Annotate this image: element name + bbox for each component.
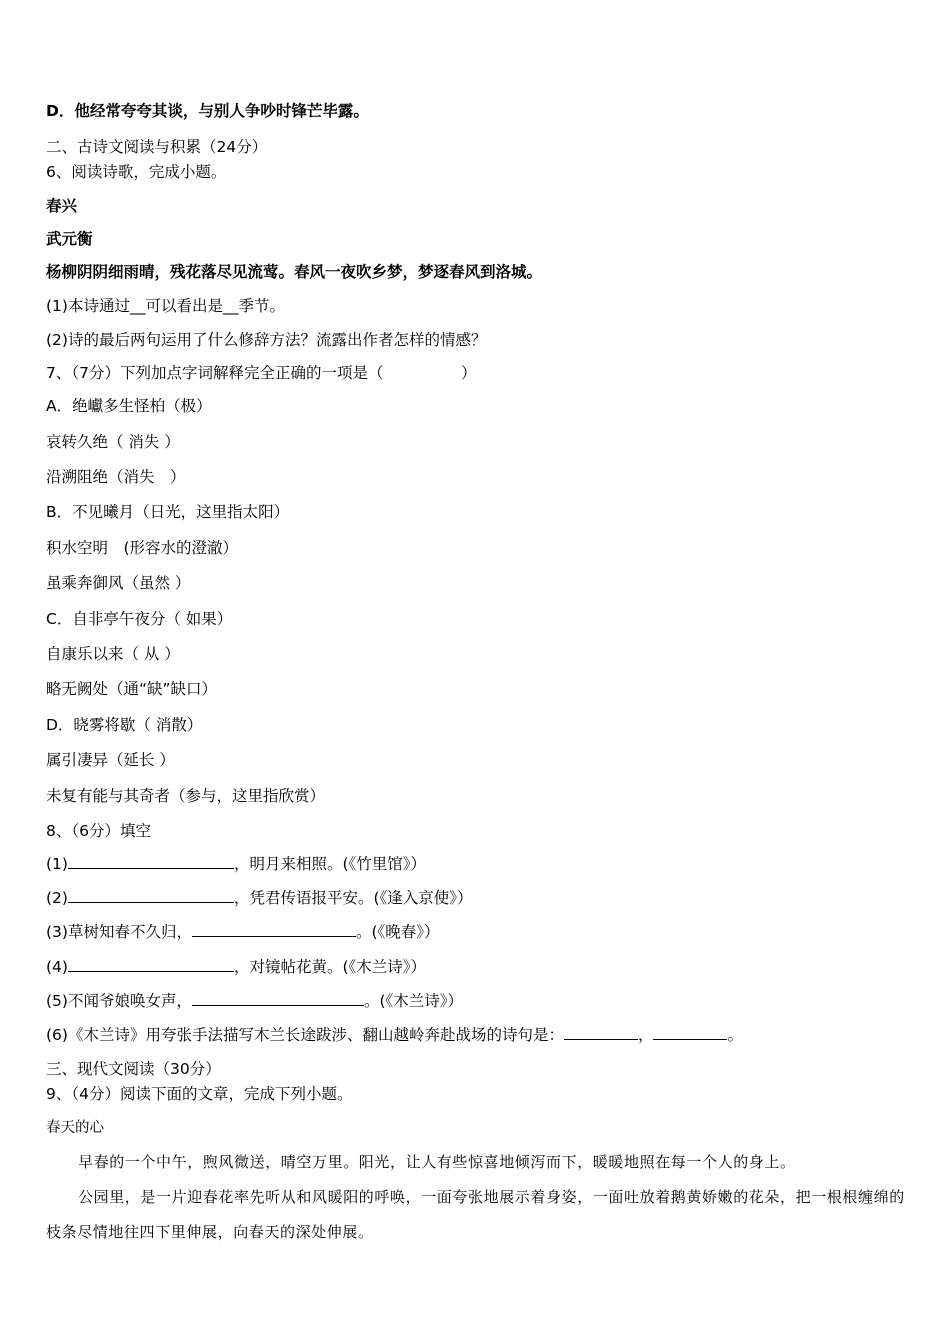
q8-6-blank-1[interactable] bbox=[564, 1025, 638, 1040]
q7-option-b-3: 虽乘奔御风（虽然 ） bbox=[46, 574, 191, 592]
q8-6-suffix: 。 bbox=[727, 1026, 743, 1044]
q8-5-blank[interactable] bbox=[192, 991, 364, 1006]
q7-option-a-1: A．绝巘多生怪柏（极） bbox=[46, 397, 212, 415]
poem-text: 杨柳阴阴细雨晴，残花落尽见流莺。春风一夜吹乡梦，梦逐春风到洛城。 bbox=[46, 262, 543, 281]
q8-2-prefix: (2) bbox=[46, 889, 68, 907]
q7-option-b-2: 积水空明 (形容水的澄澈） bbox=[46, 539, 239, 557]
q7-option-d-3: 未复有能与其奇者（参与，这里指欣赏） bbox=[46, 787, 326, 805]
q8-6-blank-2[interactable] bbox=[653, 1025, 727, 1040]
q7-option-a-2: 哀转久绝（ 消失 ） bbox=[46, 433, 180, 451]
section-2-heading: 二、古诗文阅读与积累（24分） bbox=[46, 138, 268, 156]
question-8: 8、（6分）填空 bbox=[46, 822, 151, 840]
question-7: 7、（7分）下列加点字词解释完全正确的一项是（ ） bbox=[46, 364, 477, 382]
question-6: 6、阅读诗歌，完成小题。 bbox=[46, 163, 227, 181]
q7-option-b-1: B．不见曦月（日光，这里指太阳） bbox=[46, 503, 290, 521]
question-9: 9、（4分）阅读下面的文章，完成下列小题。 bbox=[46, 1085, 353, 1103]
q8-3-blank[interactable] bbox=[192, 922, 356, 937]
q8-5-prefix: (5)不闻爷娘唤女声， bbox=[46, 992, 192, 1010]
q8-item-5 bbox=[46, 991, 463, 1011]
question-6-1: (1)本诗通过__可以看出是__季节。 bbox=[46, 297, 285, 315]
essay-paragraph-1: 早春的一个中午，煦风微送，晴空万里。阳光，让人有些惊喜地倾泻而下，暖暖地照在每一个人的身上。 bbox=[78, 1153, 796, 1171]
q8-3-suffix: 。(《晚春》） bbox=[355, 923, 440, 941]
essay-title: 春天的心 bbox=[46, 1120, 104, 1136]
q8-6-separator: ， bbox=[637, 1026, 654, 1044]
q8-2-blank[interactable] bbox=[68, 888, 234, 903]
q7-option-c-1: C．自非亭午夜分（ 如果） bbox=[46, 610, 233, 628]
q7-option-c-2: 自康乐以来（ 从 ） bbox=[46, 645, 180, 663]
q7-option-d-2: 属引凄异（延长 ） bbox=[46, 751, 175, 769]
q8-1-suffix: ，明月来相照。(《竹里馆》） bbox=[233, 855, 427, 873]
q8-4-prefix: (4) bbox=[46, 958, 68, 976]
poem-title: 春兴 bbox=[46, 196, 78, 215]
q8-5-suffix: 。(《木兰诗》） bbox=[363, 992, 464, 1010]
q8-item-1 bbox=[46, 854, 426, 874]
q8-item-4 bbox=[46, 957, 426, 977]
q8-item-6 bbox=[46, 1025, 743, 1045]
q8-2-suffix: ，凭君传语报平安。(《逢入京使》） bbox=[233, 889, 473, 907]
essay-paragraph-2: 公园里，是一片迎春花率先听从和风暖阳的呼唤，一面夸张地展示着身姿，一面吐放着鹅黄娇嫩的花朵，把一根根缠绵的枝条尽情地往四下里伸展，向春天的深处伸展。 bbox=[46, 1188, 905, 1241]
question-6-2: (2)诗的最后两句运用了什么修辞方法？流露出作者怎样的情感？ bbox=[46, 331, 487, 349]
q7-option-c-3: 略无阙处（通“缺”缺口） bbox=[46, 680, 218, 698]
q8-6-prefix: (6)《木兰诗》用夸张手法描写木兰长途跋涉、翻山越岭奔赴战场的诗句是： bbox=[46, 1026, 564, 1044]
q8-4-blank[interactable] bbox=[68, 957, 234, 972]
q7-option-a-3: 沿溯阻绝（消失 ） bbox=[46, 468, 186, 486]
q8-1-prefix: (1) bbox=[46, 855, 68, 873]
q8-4-suffix: ，对镜帖花黄。(《木兰诗》） bbox=[233, 958, 427, 976]
q8-1-blank[interactable] bbox=[68, 854, 234, 869]
section-3-heading: 三、现代文阅读（30分） bbox=[46, 1060, 221, 1078]
q5-option-d: D．他经常夸夸其谈，与别人争吵时锋芒毕露。 bbox=[46, 102, 369, 120]
q8-3-prefix: (3)草树知春不久归， bbox=[46, 923, 192, 941]
q8-item-2 bbox=[46, 888, 473, 908]
q7-option-d-1: D．晓雾将歇（ 消散） bbox=[46, 716, 203, 734]
q8-item-3 bbox=[46, 922, 440, 942]
poem-author: 武元衡 bbox=[46, 229, 93, 248]
